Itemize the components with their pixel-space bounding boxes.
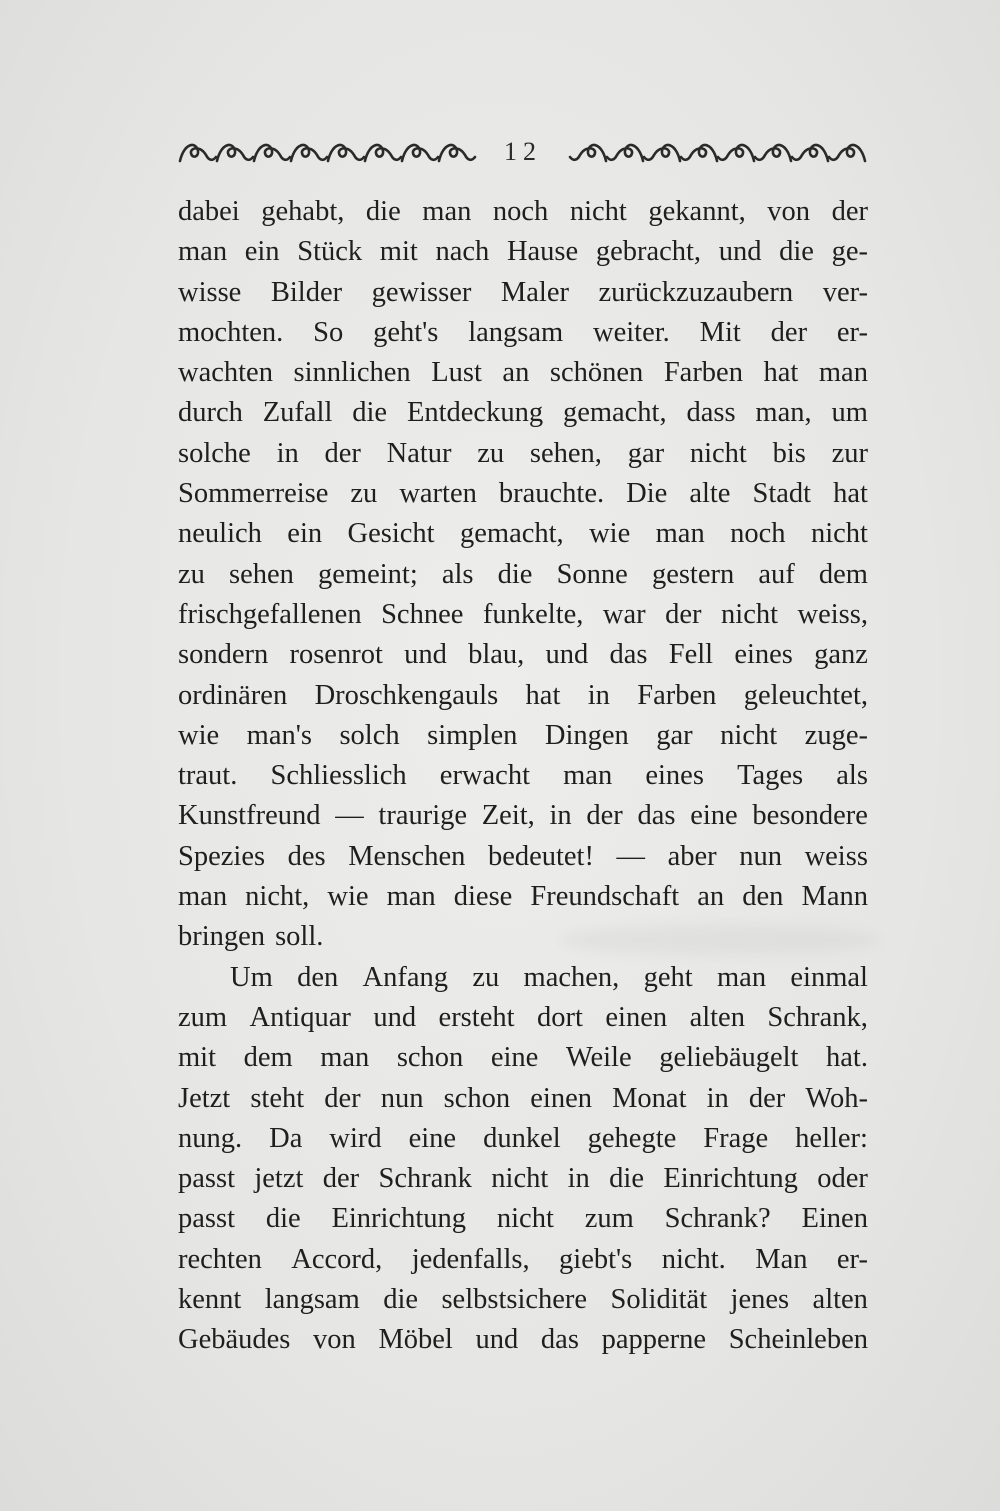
word: der (324, 437, 361, 469)
word: den (742, 881, 784, 913)
word: Gebäudes (178, 1324, 291, 1356)
word: jenes (730, 1284, 790, 1316)
word: schönen (549, 357, 644, 389)
word: nicht (569, 196, 627, 227)
word: Weile (565, 1042, 632, 1074)
word: wie (589, 518, 631, 550)
text-line (178, 1280, 868, 1320)
word: So (313, 316, 344, 348)
word: Zeit, (481, 800, 535, 832)
word: Maler (500, 276, 569, 308)
word: an (697, 881, 725, 913)
word: man, (755, 397, 812, 429)
text-line (178, 232, 868, 272)
word: weiss (804, 840, 868, 872)
word: brauchte. (498, 478, 605, 510)
text-line (178, 1320, 868, 1360)
word: zu (178, 558, 205, 590)
word: wachten (178, 357, 273, 389)
word: zuge- (804, 719, 868, 751)
word: dem (243, 1042, 293, 1074)
word: der (770, 316, 808, 348)
word: solche (178, 437, 251, 469)
word: sinnlichen (293, 357, 411, 389)
word: Schrank? (664, 1203, 771, 1235)
word: nun (739, 840, 782, 872)
word: bringen (178, 921, 266, 953)
word: Bilder (270, 276, 343, 308)
word: hat (763, 357, 799, 389)
word: die (365, 196, 401, 227)
word: Einen (801, 1203, 868, 1235)
word: passt (178, 1203, 235, 1235)
word: gehegte (587, 1122, 677, 1154)
word: alten (812, 1284, 868, 1316)
word: alte (689, 478, 731, 510)
word: dabei (178, 196, 240, 227)
word: dunkel (483, 1122, 561, 1154)
ornament-scroll-segment (718, 145, 754, 161)
right-ornament-icon (568, 137, 868, 167)
word: Schnee (381, 598, 464, 630)
word: man (320, 1042, 370, 1074)
text-line (178, 595, 868, 635)
word: erwacht (439, 760, 530, 792)
word: Fell (668, 639, 714, 671)
body-text (178, 192, 868, 1361)
word: und (373, 1001, 417, 1033)
word: in (706, 1082, 729, 1114)
text-line (178, 796, 868, 836)
word: ersteht (438, 1001, 515, 1033)
word: zur (831, 437, 868, 469)
word: zu (477, 437, 505, 469)
word: hat (833, 478, 868, 510)
word: einen (605, 1001, 668, 1033)
word: jetzt (254, 1163, 304, 1195)
text-line (178, 273, 868, 313)
word: aber (667, 840, 717, 872)
word: Zufall (262, 397, 333, 429)
left-ornament-icon (178, 137, 478, 167)
word: mit (379, 236, 418, 268)
word: hat (525, 679, 561, 711)
word: gestern (651, 558, 735, 590)
word: bedeutet! (487, 840, 594, 872)
word: Die (626, 478, 668, 510)
running-header (178, 132, 868, 172)
word: Solidität (610, 1284, 708, 1316)
word: papperne (601, 1324, 707, 1356)
word: war (602, 598, 646, 630)
word: nicht (720, 719, 778, 751)
word: zu (472, 961, 500, 993)
word: Entdeckung (406, 397, 544, 429)
word: Droschkengauls (314, 679, 499, 711)
word: gemacht, (460, 518, 564, 550)
word: man (178, 881, 228, 913)
word: man (818, 357, 868, 389)
word: Natur (386, 437, 452, 469)
word: von (313, 1324, 356, 1356)
word: ver- (822, 276, 868, 308)
text-line (178, 917, 868, 957)
word: ein (244, 236, 280, 268)
word: Farben (637, 679, 717, 711)
word: von (767, 196, 811, 227)
word: den (297, 961, 339, 993)
word: nicht, (245, 881, 310, 913)
ornament-scroll-segment (328, 145, 364, 161)
word: Jetzt (178, 1082, 231, 1114)
word: Schrank, (767, 1001, 868, 1033)
ornament-scroll-segment (681, 145, 717, 161)
word: rechten (178, 1243, 262, 1275)
text-line (178, 353, 868, 393)
word: ordinären (178, 679, 288, 711)
word: dem (818, 558, 868, 590)
word: Schrank (378, 1163, 472, 1195)
word: man's (246, 719, 312, 751)
word: man (386, 881, 436, 913)
word: blau, (468, 639, 525, 671)
ornament-scroll-segment (402, 145, 438, 161)
text-line (178, 877, 868, 917)
text-line (178, 756, 868, 796)
word: das (540, 1324, 579, 1356)
word: noch (492, 196, 549, 227)
word: die (609, 1163, 644, 1195)
word: wie (327, 881, 369, 913)
word: weiss, (797, 598, 868, 630)
word: soll. (275, 921, 324, 953)
word: der (324, 1082, 361, 1114)
word: in (567, 1163, 590, 1195)
word: simplen (427, 719, 518, 751)
word: das (637, 800, 676, 832)
word: auf (758, 558, 795, 590)
word: nicht (496, 1203, 554, 1235)
ornament-scroll-segment (180, 145, 216, 161)
word: er- (836, 316, 868, 348)
word: Stück (297, 236, 363, 268)
text-line (178, 1038, 868, 1078)
word: nicht (689, 437, 747, 469)
text-line (178, 192, 868, 232)
word: gebracht, (595, 236, 702, 268)
word: ganz (814, 639, 868, 671)
word: langsam (264, 1284, 360, 1316)
word: traut. (178, 760, 238, 792)
word: geleuchtet, (743, 679, 868, 711)
page-number: 12 (504, 137, 542, 166)
word: an (502, 357, 530, 389)
word: noch (730, 518, 786, 550)
text-line (178, 998, 868, 1038)
word: Stadt (752, 478, 812, 510)
word: zum (584, 1203, 634, 1235)
word: hat. (826, 1042, 868, 1074)
word: die (779, 236, 814, 268)
word: ge- (831, 236, 868, 268)
word: zurückzuzaubern (598, 276, 794, 308)
ornament-scroll-segment (755, 145, 791, 161)
word: Man (755, 1243, 808, 1275)
word: er- (836, 1243, 868, 1275)
word: jedenfalls, (411, 1243, 530, 1275)
text-line (178, 555, 868, 595)
word: dort (536, 1001, 583, 1033)
word: alten (689, 1001, 745, 1033)
word: Lust (431, 357, 482, 389)
word: Gesicht (347, 518, 435, 550)
word: eines (645, 760, 704, 792)
word: funkelte, (482, 598, 584, 630)
word: Monat (612, 1082, 687, 1114)
word: Hause (506, 236, 579, 268)
word: des (287, 840, 326, 872)
word: oder (817, 1163, 868, 1195)
word: man (717, 961, 767, 993)
word: gemacht, (562, 397, 667, 429)
word: Accord, (291, 1243, 383, 1275)
word: sehen (229, 558, 294, 590)
word: Farben (663, 357, 743, 389)
word: Tages (737, 760, 804, 792)
text-line (178, 313, 868, 353)
word: Möbel (378, 1324, 453, 1356)
word: Mann (801, 881, 868, 913)
word: Schliesslich (270, 760, 407, 792)
ornament-scroll-segment (439, 145, 475, 161)
word: mit (178, 1042, 217, 1074)
word: die (497, 558, 533, 590)
word: nicht. (661, 1243, 726, 1275)
ornament-scroll-segment (570, 145, 606, 161)
text-line (178, 393, 868, 433)
word: passt (178, 1163, 235, 1195)
word: der (322, 1163, 360, 1195)
word: geht (643, 961, 693, 993)
word: sondern (178, 639, 269, 671)
word: eine (690, 800, 738, 832)
word: zu (350, 478, 378, 510)
word: — (616, 840, 646, 872)
word: und (545, 639, 589, 671)
word: geht's (373, 316, 439, 348)
word: eines (734, 639, 793, 671)
word: der (748, 1082, 786, 1114)
word: traurige (378, 800, 468, 832)
word: neulich (178, 518, 262, 550)
word: Antiquar (249, 1001, 351, 1033)
word: als (836, 760, 868, 792)
word: solch (339, 719, 400, 751)
word: in (587, 679, 610, 711)
word: — (335, 800, 364, 832)
text-line (178, 1079, 868, 1119)
ornament-scroll-segment (291, 145, 327, 161)
ornament-scroll-segment (217, 145, 253, 161)
text-line (178, 635, 868, 675)
word: machen, (523, 961, 620, 993)
word: der (831, 196, 868, 227)
word: heller: (795, 1122, 868, 1154)
word: bis (772, 437, 806, 469)
word: und (718, 236, 762, 268)
ornament-scroll-segment (644, 145, 680, 161)
word: eine (490, 1042, 539, 1074)
word: selbstsichere (441, 1284, 588, 1316)
word: kennt (178, 1284, 242, 1316)
word: die (352, 397, 388, 429)
text-line (178, 1159, 868, 1199)
word: man (563, 760, 613, 792)
word: gekannt, (648, 196, 746, 227)
word: und (475, 1324, 519, 1356)
word: Um (230, 961, 273, 993)
word: eine (408, 1122, 457, 1154)
word: Menschen (348, 840, 466, 872)
word: warten (399, 478, 477, 510)
word: mochten. (178, 316, 284, 348)
text-line (178, 716, 868, 756)
word: man (422, 196, 472, 227)
word: Sonne (556, 558, 628, 590)
word: durch (178, 397, 243, 429)
word: Anfang (362, 961, 449, 993)
word: zum (178, 1001, 228, 1033)
word: nun (380, 1082, 424, 1114)
word: wie (178, 719, 220, 751)
word: gar (627, 437, 665, 469)
word: gehabt, (261, 196, 345, 227)
word: der (665, 598, 702, 630)
ornament-scroll-segment (254, 145, 290, 161)
text-line (178, 958, 868, 998)
ornament-scroll-segment (365, 145, 401, 161)
word: man (178, 236, 228, 268)
word: das (609, 639, 648, 671)
word: Mit (699, 316, 741, 348)
word: gemeint; (318, 558, 418, 590)
word: dass (686, 397, 736, 429)
word: wisse (178, 276, 242, 308)
word: Spezies (178, 840, 266, 872)
word: schon (396, 1042, 464, 1074)
word: Woh- (805, 1082, 868, 1114)
word: einen (530, 1082, 592, 1114)
text-line (178, 676, 868, 716)
text-line (178, 837, 868, 877)
word: gewisser (371, 276, 472, 308)
word: weiter. (593, 316, 670, 348)
text-line (178, 1199, 868, 1239)
word: und (404, 639, 447, 671)
word: nung. (178, 1122, 243, 1154)
word: frischgefallenen (178, 598, 362, 630)
word: in (549, 800, 572, 832)
word: nicht (721, 598, 779, 630)
word: Dingen (544, 719, 629, 751)
word: Einrichtung (331, 1203, 467, 1235)
text-line (178, 514, 868, 554)
text-line (178, 434, 868, 474)
word: langsam (468, 316, 564, 348)
word: nicht (810, 518, 868, 550)
ornament-scroll-segment (607, 145, 643, 161)
word: die (265, 1203, 301, 1235)
word: ein (287, 518, 323, 550)
word: Sommerreise (178, 478, 329, 510)
word: besondere (752, 800, 868, 832)
ornament-scroll-segment (792, 145, 828, 161)
word: in (276, 437, 299, 469)
word: rosenrot (289, 639, 383, 671)
word: Scheinleben (728, 1324, 868, 1356)
word: geliebäugelt (659, 1042, 799, 1074)
word: schon (443, 1082, 511, 1114)
word: gar (656, 719, 693, 751)
text-line (178, 1119, 868, 1159)
word: man (655, 518, 705, 550)
word: nach (435, 236, 490, 268)
word: Kunstfreund (178, 800, 321, 832)
word: einmal (790, 961, 868, 993)
word: wird (329, 1122, 382, 1154)
word: die (383, 1284, 419, 1316)
word: Einrichtung (663, 1163, 798, 1195)
text-line (178, 474, 868, 514)
ornament-scroll-segment (829, 145, 865, 161)
word: um (831, 397, 868, 429)
word: Freundschaft (530, 881, 680, 913)
word: giebt's (559, 1243, 633, 1275)
word: diese (453, 881, 513, 913)
word: der (586, 800, 623, 832)
word: Frage (703, 1122, 769, 1154)
word: Da (269, 1122, 303, 1154)
word: sehen, (529, 437, 602, 469)
word: als (441, 558, 474, 590)
word: nicht (491, 1163, 549, 1195)
text-line (178, 1240, 868, 1280)
word: steht (250, 1082, 305, 1114)
